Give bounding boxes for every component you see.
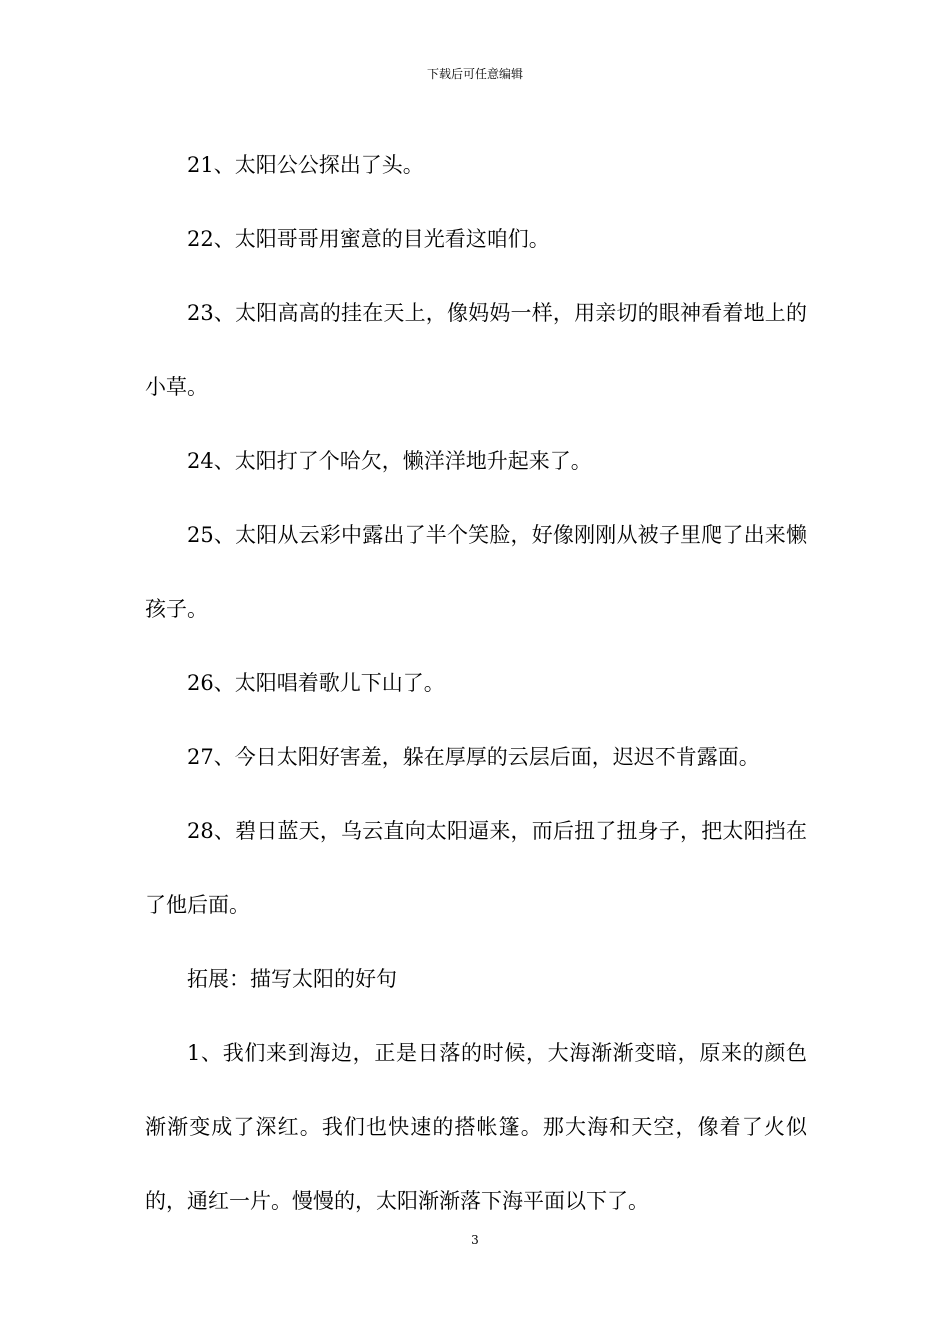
paragraph-26: 26、太阳唱着歌儿下山了。 [187, 671, 445, 695]
paragraph-21: 21、太阳公公探出了头。 [187, 153, 424, 177]
paragraph-extension-1: 1、我们来到海边，正是日落的时候，大海渐渐变暗，原来的颜色渐渐变成了深红。我们也快速的搭帐篷。那大海和天空，像着了火似的，通红一片。慢慢的，太阳渐渐落下海平面以下了。 [145, 1041, 807, 1213]
document-body [145, 128, 807, 1238]
page-header: 下载后可任意编辑 [426, 67, 523, 81]
paragraph-22: 22、太阳哥哥用蜜意的目光看这咱们。 [187, 227, 550, 251]
page-number: 3 [471, 1233, 479, 1247]
paragraph-28: 28、碧日蓝天，乌云直向太阳逼来，而后扭了扭身子，把太阳挡在了他后面。 [145, 819, 807, 917]
paragraph-27: 27、今日太阳好害羞，躲在厚厚的云层后面，迟迟不肯露面。 [187, 745, 760, 769]
paragraph-25: 25、太阳从云彩中露出了半个笑脸，好像刚刚从被子里爬了出来懒孩子。 [145, 523, 807, 621]
paragraph-24: 24、太阳打了个哈欠，懒洋洋地升起来了。 [187, 449, 592, 473]
section-heading-extension: 拓展：描写太阳的好句 [187, 967, 397, 991]
paragraph-23: 23、太阳高高的挂在天上，像妈妈一样，用亲切的眼神看着地上的小草。 [145, 301, 807, 399]
